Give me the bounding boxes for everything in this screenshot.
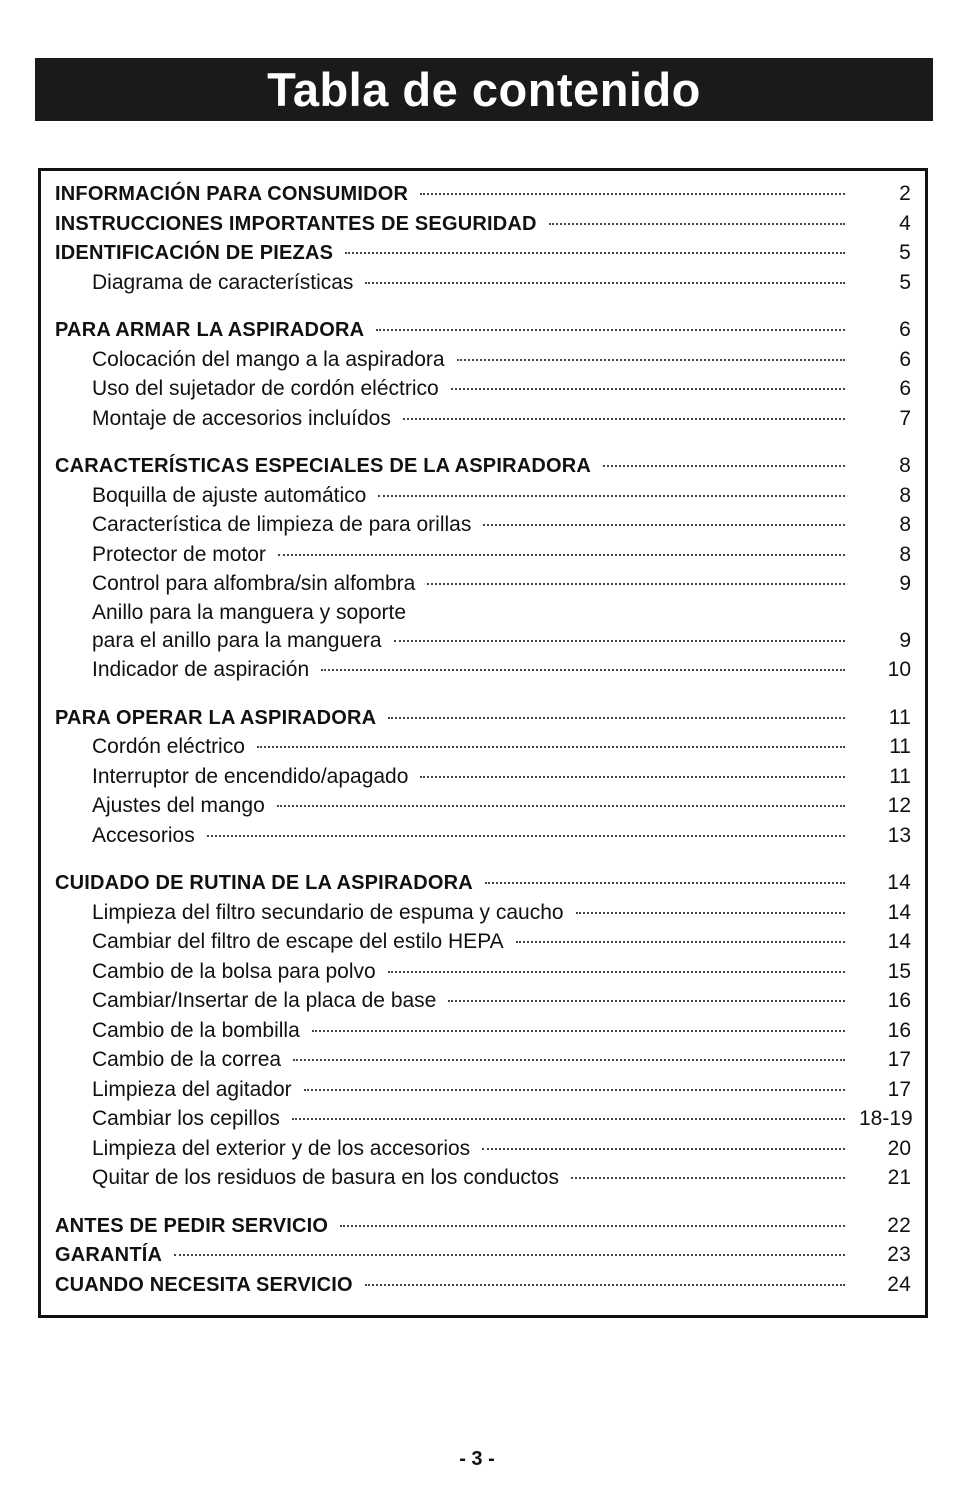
entry-page-number: 16 <box>887 1018 911 1042</box>
toc-subentry <box>55 540 911 570</box>
entry-title: Anillo para la manguera y soporte <box>92 600 407 624</box>
toc-subentry <box>55 599 911 626</box>
entry-title: Colocación del mango a la aspiradora <box>92 347 445 371</box>
entry-title: CUIDADO DE RUTINA DE LA ASPIRADORA <box>55 872 473 894</box>
dot-leader <box>376 329 845 331</box>
toc-heading-entry <box>55 703 911 733</box>
toc-subentry <box>55 1104 911 1134</box>
toc-subentry <box>55 1075 911 1105</box>
entry-page-number: 6 <box>899 347 911 371</box>
entry-page-number: 6 <box>899 318 911 341</box>
toc-heading-entry <box>55 1240 911 1270</box>
toc-section <box>55 868 911 1193</box>
entry-title: INFORMACIÓN PARA CONSUMIDOR <box>55 183 409 205</box>
dot-leader <box>485 882 845 884</box>
toc-heading-entry <box>55 315 911 345</box>
toc-subentry <box>55 569 911 599</box>
toc-subentry <box>55 986 911 1016</box>
entry-title: Característica de limpieza de para orillas <box>92 513 472 536</box>
entry-page-number: 16 <box>887 989 911 1012</box>
dot-leader <box>603 465 845 467</box>
toc-section <box>55 315 911 433</box>
dot-leader <box>394 640 845 642</box>
dot-leader <box>448 1000 845 1002</box>
title-banner <box>35 58 933 121</box>
table-of-contents <box>38 168 928 1318</box>
entry-title: CARACTERÍSTICAS ESPECIALES DE LA ASPIRADORA <box>55 455 592 477</box>
entry-title: GARANTÍA <box>55 1244 163 1266</box>
toc-heading-entry <box>55 209 911 239</box>
toc-heading-entry <box>55 1270 911 1300</box>
dot-leader <box>345 252 845 254</box>
toc-section <box>55 703 911 851</box>
entry-title: Montaje de accesorios incluídos <box>92 406 391 430</box>
entry-page-number: 14 <box>887 900 911 924</box>
dot-leader <box>482 1148 845 1150</box>
page-title: Tabla de contenido <box>267 63 701 116</box>
entry-title: Diagrama de características <box>92 270 354 294</box>
dot-leader <box>457 359 845 361</box>
entry-page-number: 4 <box>899 211 911 235</box>
entry-page-number: 11 <box>888 705 911 729</box>
entry-title: Cambiar/Insertar de la placa de base <box>92 989 437 1012</box>
entry-page-number: 7 <box>899 406 911 430</box>
entry-title: Cordón eléctrico <box>92 735 245 758</box>
dot-leader <box>571 1177 845 1179</box>
toc-subentry <box>55 732 911 762</box>
entry-title: Cambio de la bolsa para polvo <box>92 959 376 983</box>
toc-subentry <box>55 821 911 851</box>
toc-heading-entry <box>55 179 911 209</box>
entry-page-number: 20 <box>887 1136 911 1160</box>
toc-subentry <box>55 927 911 957</box>
toc-subentry <box>55 762 911 792</box>
entry-title: Cambio de la correa <box>92 1048 282 1071</box>
entry-page-number: 15 <box>887 959 911 983</box>
dot-leader <box>378 495 845 497</box>
entry-title: para el anillo para la manguera <box>92 628 382 652</box>
entry-page-number: 23 <box>887 1243 911 1266</box>
toc-subentry <box>55 957 911 987</box>
entry-title: Cambiar del filtro de escape del estilo HEPA <box>92 930 504 953</box>
entry-page-number: 11 <box>889 764 911 788</box>
entry-page-number: 14 <box>887 871 911 894</box>
entry-page-number: 17 <box>887 1077 911 1101</box>
entry-page-number: 8 <box>899 513 911 536</box>
entry-page-number: 8 <box>899 454 911 477</box>
toc-subentry <box>55 268 911 298</box>
entry-title: Ajustes del mango <box>92 794 265 817</box>
dot-leader <box>292 1118 845 1120</box>
page-number: - 3 - <box>459 1448 495 1470</box>
toc-subentry <box>55 626 911 656</box>
entry-title: Interruptor de encendido/apagado <box>92 764 409 788</box>
entry-page-number: 10 <box>887 658 911 681</box>
dot-leader <box>312 1030 845 1032</box>
dot-leader <box>207 835 845 837</box>
dot-leader <box>483 524 845 526</box>
entry-title: Indicador de aspiración <box>92 658 310 681</box>
dot-leader <box>420 193 845 195</box>
toc-section <box>55 1211 911 1300</box>
dot-leader <box>340 1225 845 1227</box>
entry-title: PARA OPERAR LA ASPIRADORA <box>55 706 377 729</box>
entry-page-number: 9 <box>899 628 911 652</box>
dot-leader <box>365 1284 845 1286</box>
entry-title: Boquilla de ajuste automático <box>92 483 367 507</box>
entry-title: Protector de motor <box>92 542 266 566</box>
toc-subentry <box>55 481 911 511</box>
entry-page-number: 18-19 <box>859 1107 913 1130</box>
entry-page-number: 9 <box>899 572 911 595</box>
entry-page-number: 5 <box>899 270 911 294</box>
toc-subentry <box>55 898 911 928</box>
entry-title: Accesorios <box>92 823 195 847</box>
entry-page-number: 8 <box>899 542 911 566</box>
dot-leader <box>420 776 845 778</box>
dot-leader <box>365 282 845 284</box>
entry-title: ANTES DE PEDIR SERVICIO <box>55 1214 329 1237</box>
toc-section <box>55 179 911 297</box>
dot-leader <box>388 717 845 719</box>
entry-title: Limpieza del exterior y de los accesorios <box>92 1136 471 1160</box>
toc-heading-entry <box>55 238 911 268</box>
entry-title: Cambio de la bombilla <box>92 1018 300 1042</box>
toc-subentry <box>55 791 911 821</box>
entry-title: Limpieza del filtro secundario de espuma y caucho <box>92 900 564 924</box>
toc-subentry <box>55 345 911 375</box>
toc-heading-entry <box>55 868 911 898</box>
entry-title: IDENTIFICACIÓN DE PIEZAS <box>55 242 334 264</box>
dot-leader <box>278 554 845 556</box>
entry-title: Limpieza del agitador <box>92 1077 292 1101</box>
entry-page-number: 12 <box>887 794 911 817</box>
dot-leader <box>403 418 845 420</box>
entry-title: CUANDO NECESITA SERVICIO <box>55 1273 353 1296</box>
entry-page-number: 13 <box>887 823 911 847</box>
dot-leader <box>277 805 845 807</box>
toc-subentry <box>55 1163 911 1193</box>
entry-page-number: 5 <box>899 241 911 264</box>
toc-subentry <box>55 655 911 685</box>
entry-title: INSTRUCCIONES IMPORTANTES DE SEGURIDAD <box>55 212 537 235</box>
dot-leader <box>516 941 845 943</box>
entry-page-number: 14 <box>887 930 911 953</box>
toc-heading-entry <box>55 451 911 481</box>
toc-subentry <box>55 374 911 404</box>
entry-page-number: 6 <box>899 377 911 400</box>
entry-title: Cambiar los cepillos <box>92 1107 280 1130</box>
entry-page-number: 11 <box>889 735 911 758</box>
dot-leader <box>576 912 845 914</box>
toc-heading-entry <box>55 1211 911 1241</box>
toc-subentry <box>55 1016 911 1046</box>
dot-leader <box>293 1059 845 1061</box>
dot-leader <box>321 669 845 671</box>
toc-subentry <box>55 1045 911 1075</box>
dot-leader <box>427 583 845 585</box>
entry-page-number: 8 <box>899 483 911 507</box>
entry-title: Uso del sujetador de cordón eléctrico <box>92 377 439 400</box>
dot-leader <box>451 388 845 390</box>
entry-page-number: 24 <box>887 1272 911 1296</box>
toc-section <box>55 451 911 685</box>
toc-subentry <box>55 510 911 540</box>
dot-leader <box>549 223 845 225</box>
entry-title: Control para alfombra/sin alfombra <box>92 572 416 595</box>
dot-leader <box>174 1254 845 1256</box>
dot-leader <box>304 1089 845 1091</box>
entry-page-number: 21 <box>887 1166 911 1189</box>
entry-page-number: 17 <box>887 1048 911 1071</box>
entry-page-number: 22 <box>887 1213 911 1237</box>
toc-subentry <box>55 404 911 434</box>
entry-title: Quitar de los residuos de basura en los conductos <box>92 1166 559 1189</box>
entry-title: PARA ARMAR LA ASPIRADORA <box>55 319 365 341</box>
dot-leader <box>257 746 845 748</box>
dot-leader <box>388 971 845 973</box>
entry-page-number: 2 <box>899 182 911 205</box>
toc-subentry <box>55 1134 911 1164</box>
